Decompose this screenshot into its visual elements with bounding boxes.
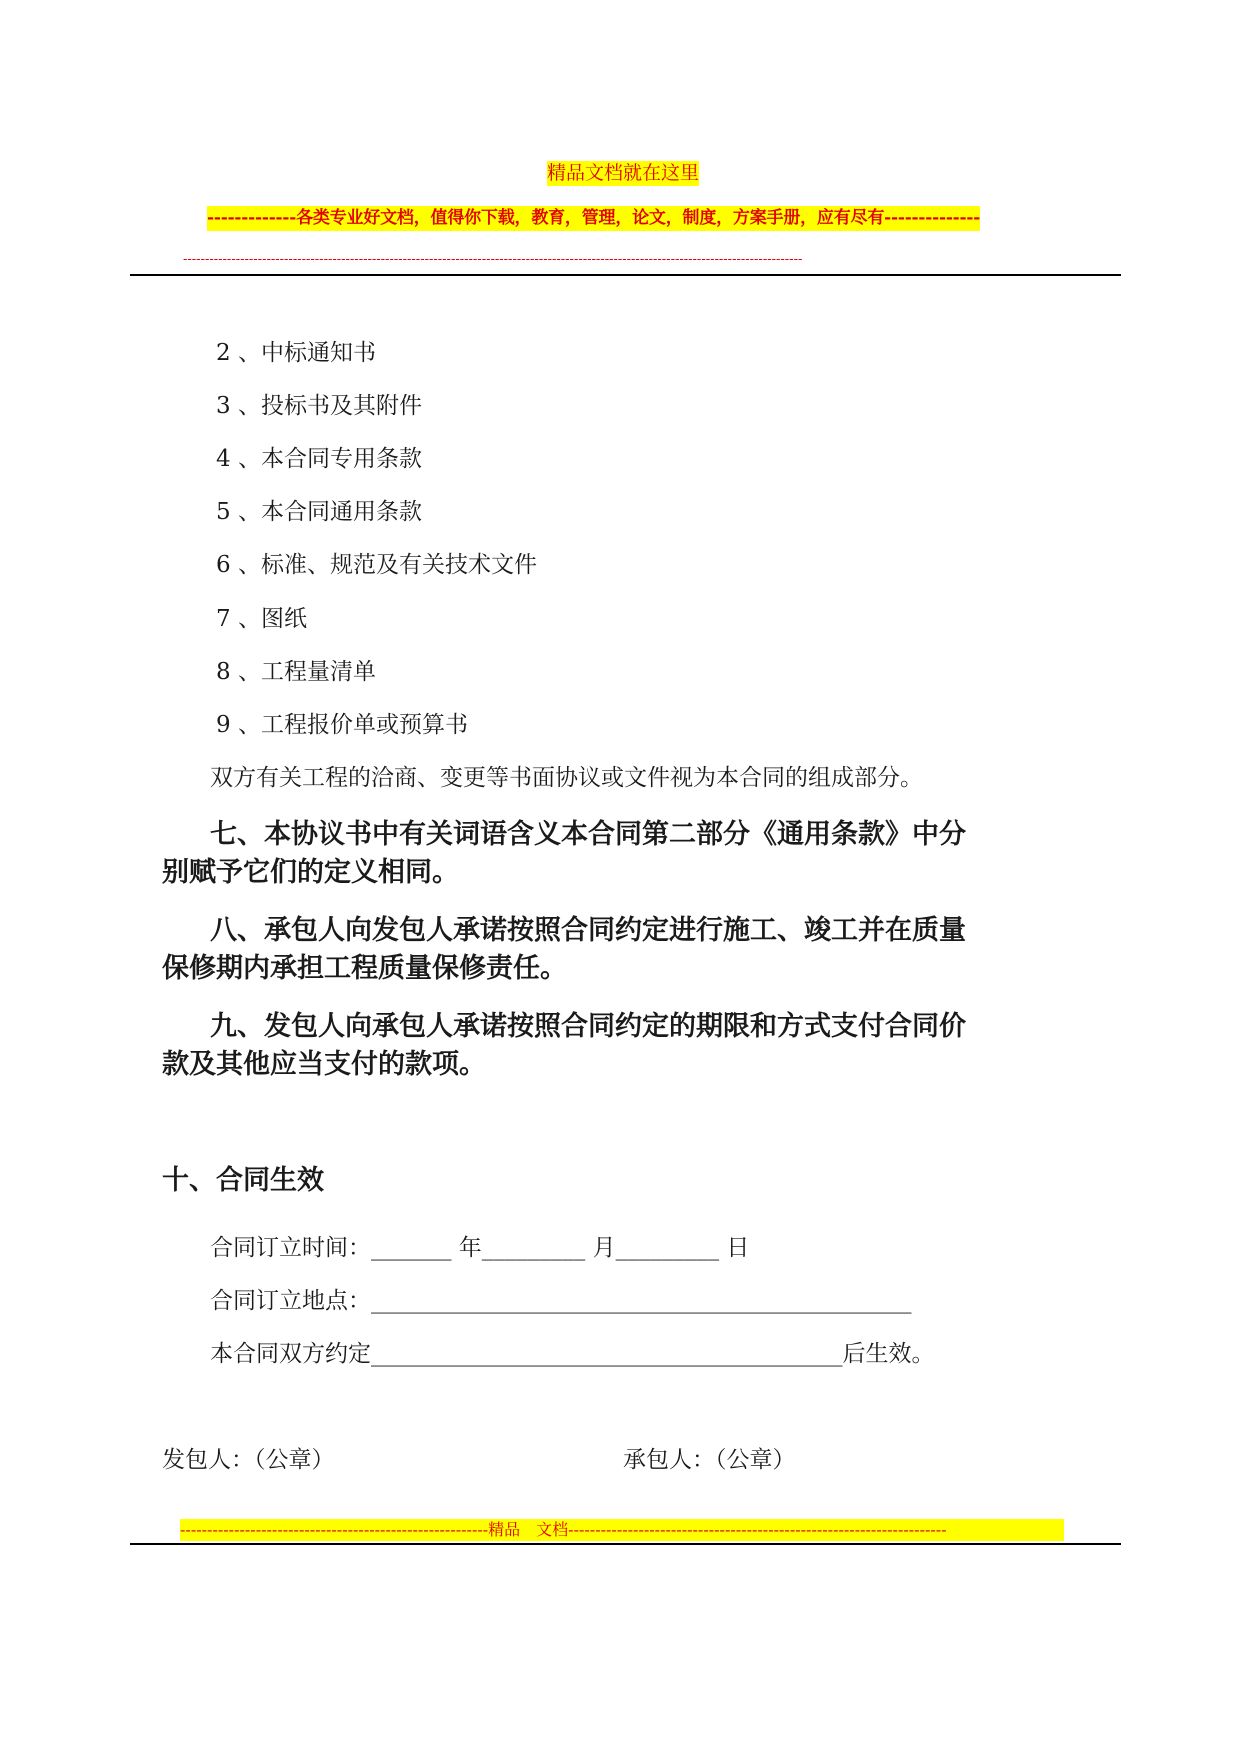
section-ten-heading: 十、合同生效 (162, 1165, 324, 1196)
list-item: 9 、工程报价单或预算书 (216, 712, 468, 738)
clause-nine-line1: 九、发包人向承包人承诺按照合同约定的期限和方式支付合同价 (210, 1011, 966, 1042)
clause-eight (162, 912, 1042, 988)
footer-rule (130, 1543, 1121, 1545)
contract-effect-line: 本合同双方约定_________________________________________后生效。 (210, 1341, 935, 1367)
list-item: 3 、投标书及其附件 (216, 393, 422, 419)
contract-place-line: 合同订立地点：_______________________________________________ (210, 1288, 912, 1314)
clause-eight-line2: 保修期内承担工程质量保修责任。 (162, 953, 567, 984)
clause-nine (162, 1008, 1042, 1084)
list-note: 双方有关工程的洽商、变更等书面协议或文件视为本合同的组成部分。 (210, 765, 923, 791)
list-item: 7 、图纸 (216, 606, 307, 632)
footer-text: ---------------------------------------------------------精品 文档---------------------------------------------------------------------- (180, 1519, 1064, 1541)
header-title: 精品文档就在这里 (547, 162, 700, 184)
clause-eight-line1: 八、承包人向发包人承诺按照合同约定进行施工、竣工并在质量 (210, 915, 966, 946)
list-item: 2 、中标通知书 (216, 340, 376, 366)
clause-seven (162, 816, 1042, 892)
employer-seal: 发包人：（公章） (162, 1447, 335, 1473)
header-dash-line: --------------------------------------------------------------------------------------------------------------------------------------------- (183, 252, 803, 267)
list-item: 5 、本合同通用条款 (216, 499, 422, 525)
clause-nine-line2: 款及其他应当支付的款项。 (162, 1049, 486, 1080)
contract-date-line: 合同订立时间：_______ 年_________ 月_________ 日 (210, 1235, 750, 1261)
clause-seven-line1: 七、本协议书中有关词语含义本合同第二部分《通用条款》中分 (210, 819, 966, 850)
list-item: 4 、本合同专用条款 (216, 446, 422, 472)
contractor-seal: 承包人：（公章） (623, 1447, 796, 1473)
header-rule (130, 274, 1121, 276)
clause-seven-line2: 别赋予它们的定义相同。 (162, 857, 459, 888)
header-tagline: -------------各类专业好文档，值得你下载，教育，管理，论文，制度，方案手册，应有尽有-------------- (207, 206, 980, 231)
list-item: 8 、工程量清单 (216, 659, 376, 685)
list-item: 6 、标准、规范及有关技术文件 (216, 552, 537, 578)
